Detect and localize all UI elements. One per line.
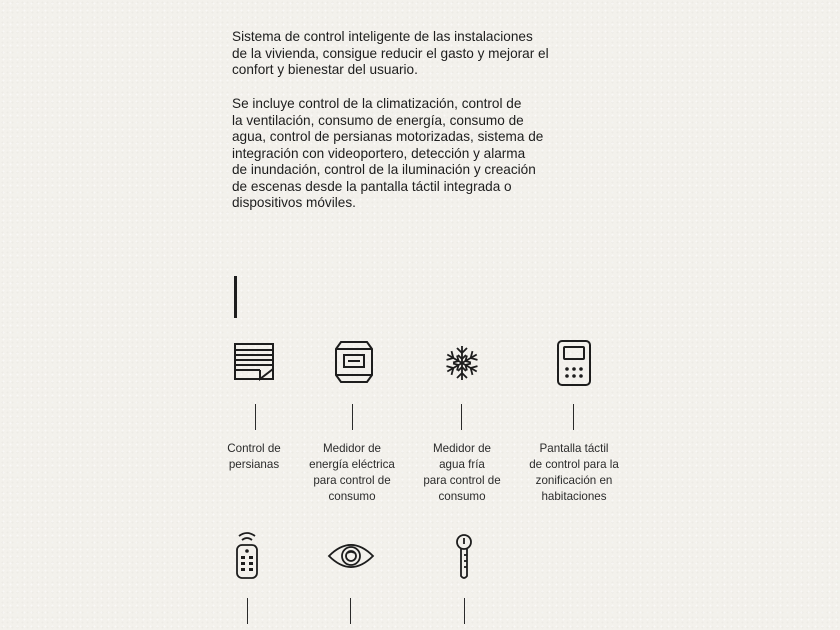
feature-label-electric-meter: Medidor de energía eléctrica para control de consumo bbox=[309, 442, 395, 503]
connector-line bbox=[255, 404, 256, 430]
blinds-icon bbox=[234, 343, 276, 381]
remote-control-icon bbox=[233, 530, 261, 580]
connector-line bbox=[350, 598, 351, 624]
connector-line bbox=[461, 404, 462, 430]
feature-label-water-meter: Medidor de agua fría para control de consumo bbox=[423, 442, 501, 503]
connector-line bbox=[573, 404, 574, 430]
details-paragraph: Se incluye control de la climatización, control de la ventilación, consumo de energía, consumo de agua, control de persianas motorizadas, sistema de integración con videoportero, detección y alarma de inundación, control de la iluminación y creación de escenas desde la pantalla táctil integrada o dispositivos móviles. bbox=[232, 96, 544, 210]
eye-icon bbox=[327, 540, 375, 572]
section-divider-bar bbox=[234, 276, 237, 318]
connector-line bbox=[464, 598, 465, 624]
connector-line bbox=[247, 598, 248, 624]
electric-meter-icon bbox=[335, 341, 373, 383]
thermostat-panel-icon bbox=[557, 340, 591, 386]
snowflake-icon bbox=[443, 344, 481, 382]
flood-sensor-icon bbox=[453, 533, 475, 581]
connector-line bbox=[352, 404, 353, 430]
feature-label-touch-panel: Pantalla táctil de control para la zonificación en habitaciones bbox=[529, 442, 619, 503]
feature-label-blinds: Control de persianas bbox=[227, 442, 281, 471]
intro-paragraph: Sistema de control inteligente de las instalaciones de la vivienda, consigue reducir el gasto y mejorar el confort y bienestar del usuario. bbox=[232, 29, 549, 77]
